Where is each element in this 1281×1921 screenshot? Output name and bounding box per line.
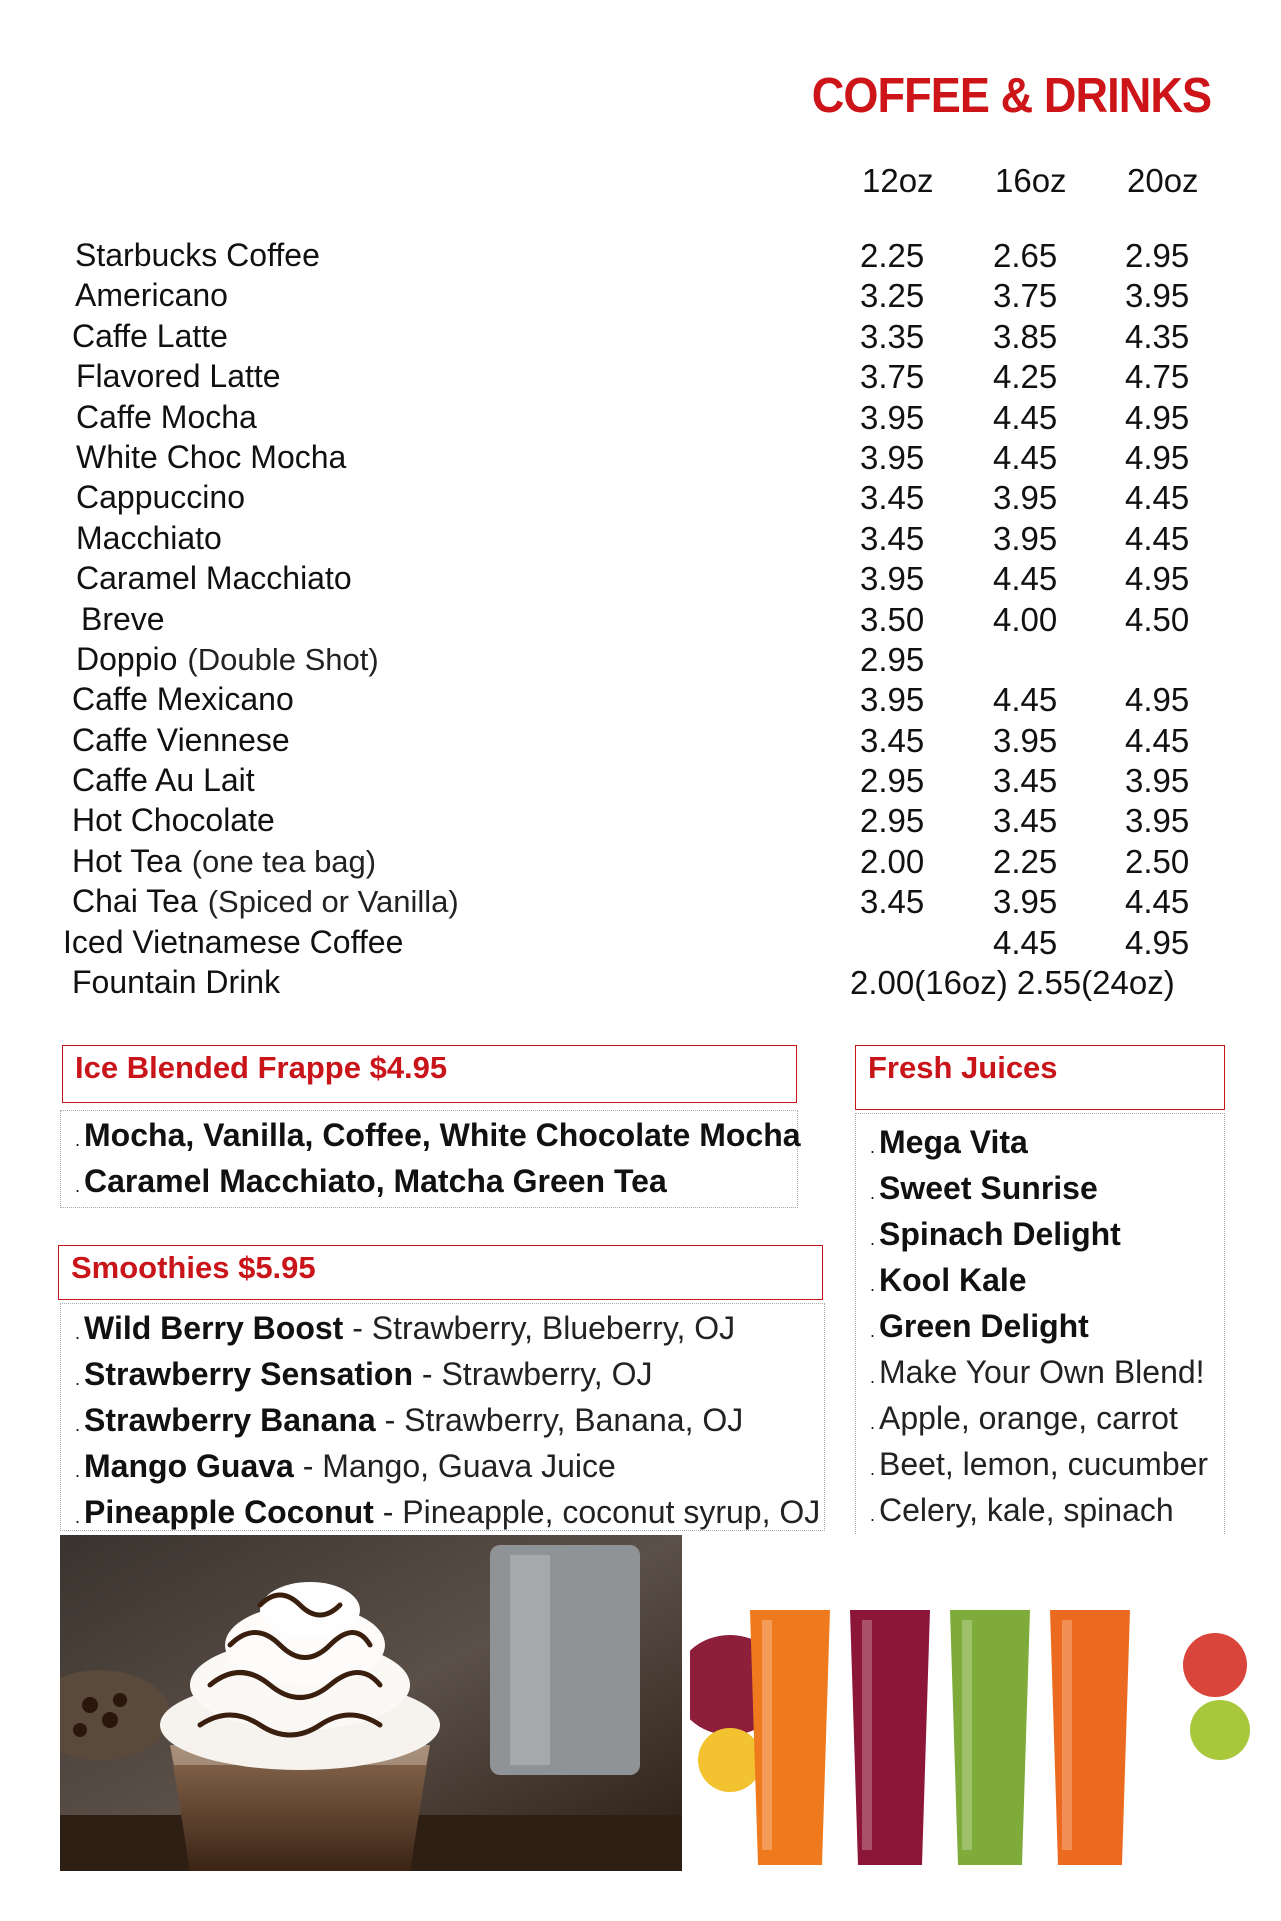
price-p16: 4.45 — [993, 438, 1058, 476]
drink-note: (Double Shot) — [187, 641, 379, 677]
size-header — [0, 162, 1281, 202]
price-p16: 4.45 — [993, 560, 1058, 598]
drink-name: Cappuccino — [76, 479, 245, 516]
price-p16: 3.95 — [993, 721, 1058, 759]
price-p20: 4.50 — [1125, 600, 1190, 638]
table-row — [0, 964, 1281, 1004]
drink-name: Breve — [81, 600, 165, 637]
price-p20: 4.35 — [1125, 317, 1190, 355]
price-p12: 3.45 — [860, 721, 925, 759]
drink-name: Caffe Viennese — [72, 721, 290, 758]
drink-name: Caffe Au Lait — [72, 762, 255, 799]
drink-name: Hot Tea (one tea bag) — [72, 842, 377, 879]
price-p20: 3.95 — [1125, 762, 1190, 800]
price-p20: 4.45 — [1125, 519, 1190, 557]
list-item: . Apple, orange, carrot — [870, 1400, 1178, 1436]
list-item: . Mango Guava - Mango, Guava Juice — [75, 1448, 616, 1484]
list-item: . Strawberry Banana - Strawberry, Banana, OJ — [75, 1402, 744, 1438]
drink-name: Flavored Latte — [76, 358, 281, 395]
table-row — [0, 318, 1281, 358]
table-row — [0, 924, 1281, 964]
drink-name: White Choc Mocha — [76, 438, 347, 475]
frappe-list — [60, 1110, 801, 1208]
price-p12: 3.45 — [860, 883, 925, 921]
drink-name: Caffe Mexicano — [72, 681, 294, 718]
price-p20: 4.45 — [1125, 883, 1190, 921]
drink-note: (one tea bag) — [191, 843, 377, 879]
price-p16: 4.45 — [993, 923, 1058, 961]
price-p12: 3.95 — [860, 398, 925, 436]
frappe-photo — [60, 1535, 682, 1871]
drink-name: Iced Vietnamese Coffee — [63, 923, 404, 960]
drink-name: Starbucks Coffee — [75, 237, 320, 273]
drink-name: Macchiato — [76, 519, 222, 556]
table-row — [0, 560, 1281, 600]
list-item: . Beet, lemon, cucumber — [870, 1446, 1209, 1482]
drink-price-list — [0, 237, 1281, 1004]
price-p12: 2.95 — [860, 640, 925, 678]
price-p16: 2.65 — [993, 237, 1058, 274]
price-p16: 2.25 — [993, 842, 1058, 880]
price-p12: 3.25 — [860, 277, 925, 315]
price-p16: 4.45 — [993, 681, 1058, 719]
price-p20: 4.95 — [1125, 398, 1190, 436]
list-item: . Strawberry Sensation - Strawberry, OJ — [75, 1356, 653, 1392]
price-p20: 4.75 — [1125, 358, 1190, 396]
price-p12: 3.95 — [860, 681, 925, 719]
page-title: COFFEE & DRINKS — [811, 69, 1211, 123]
juices-heading: Fresh Juices — [855, 1045, 1225, 1110]
smoothies-list — [60, 1303, 825, 1531]
drink-name: Caramel Macchiato — [76, 560, 352, 597]
smoothies-heading: Smoothies $5.95 — [58, 1245, 823, 1300]
table-row — [0, 641, 1281, 681]
price-p12: 2.25 — [860, 237, 925, 274]
price-p12: 2.95 — [860, 762, 925, 800]
drink-name: Doppio (Double Shot) — [76, 640, 379, 677]
price-p20: 4.45 — [1125, 721, 1190, 759]
price-p12: 3.95 — [860, 560, 925, 598]
drink-name: Fountain Drink — [72, 964, 281, 1001]
drink-name: Americano — [75, 277, 228, 314]
price-p20: 3.95 — [1125, 802, 1190, 840]
price-p20: 4.95 — [1125, 560, 1190, 598]
price-p12: 3.45 — [860, 519, 925, 557]
price-p16: 3.45 — [993, 762, 1058, 800]
juices-list — [855, 1113, 1225, 1538]
table-row — [0, 358, 1281, 398]
price-p12: 3.45 — [860, 479, 925, 517]
price-p16: 3.95 — [993, 883, 1058, 921]
size-12oz: 12oz — [862, 162, 934, 199]
table-row — [0, 762, 1281, 802]
table-row — [0, 520, 1281, 560]
list-item: . Sweet Sunrise — [870, 1170, 1098, 1206]
drink-name: Hot Chocolate — [72, 802, 275, 839]
table-row — [0, 883, 1281, 923]
table-row — [0, 439, 1281, 479]
price-p12: 2.95 — [860, 802, 925, 840]
table-row — [0, 399, 1281, 439]
price-p16: 3.75 — [993, 277, 1058, 315]
juices-photo — [690, 1535, 1250, 1871]
size-20oz: 20oz — [1127, 162, 1199, 199]
size-16oz: 16oz — [995, 162, 1067, 199]
price-p12: 3.50 — [860, 600, 925, 638]
price-p12: 2.00 — [860, 842, 925, 880]
list-item: . Celery, kale, spinach — [870, 1492, 1174, 1528]
fountain-prices: 2.00(16oz) 2.55(24oz) — [850, 964, 1175, 1002]
price-p20: 4.95 — [1125, 923, 1190, 961]
price-p16: 3.45 — [993, 802, 1058, 840]
price-p20: 2.95 — [1125, 237, 1190, 274]
price-p16: 3.95 — [993, 479, 1058, 517]
list-item: . Green Delight — [870, 1308, 1089, 1344]
list-item: . Spinach Delight — [870, 1216, 1121, 1252]
price-p20: 4.95 — [1125, 681, 1190, 719]
price-p20: 2.50 — [1125, 842, 1190, 880]
price-p16: 3.95 — [993, 519, 1058, 557]
price-p16: 4.00 — [993, 600, 1058, 638]
list-item: . Caramel Macchiato, Matcha Green Tea — [75, 1163, 667, 1199]
drink-name: Chai Tea (Spiced or Vanilla) — [72, 883, 459, 920]
table-row — [0, 277, 1281, 317]
list-item: . Pineapple Coconut - Pineapple, coconut syrup, OJ — [75, 1494, 821, 1530]
list-item: . Kool Kale — [870, 1262, 1027, 1298]
list-item: . Make Your Own Blend! — [870, 1354, 1205, 1390]
frappe-heading: Ice Blended Frappe $4.95 — [62, 1045, 797, 1103]
price-p20: 4.45 — [1125, 479, 1190, 517]
table-row — [0, 681, 1281, 721]
list-item: . Mocha, Vanilla, Coffee, White Chocolate Mocha — [75, 1117, 801, 1153]
table-row — [0, 479, 1281, 519]
price-p16: 4.45 — [993, 398, 1058, 436]
price-p20: 3.95 — [1125, 277, 1190, 315]
price-p16: 3.85 — [993, 317, 1058, 355]
drink-name: Caffe Latte — [72, 317, 228, 354]
table-row — [0, 722, 1281, 762]
price-p16: 4.25 — [993, 358, 1058, 396]
list-item: . Mega Vita — [870, 1124, 1028, 1160]
price-p20: 4.95 — [1125, 438, 1190, 476]
list-item: . Wild Berry Boost - Strawberry, Blueberry, OJ — [75, 1310, 736, 1346]
drink-name: Caffe Mocha — [76, 398, 257, 435]
price-p12: 3.95 — [860, 438, 925, 476]
table-row — [0, 843, 1281, 883]
table-row — [0, 601, 1281, 641]
table-row — [0, 237, 1281, 277]
drink-note: (Spiced or Vanilla) — [207, 884, 459, 920]
price-p12: 3.35 — [860, 317, 925, 355]
price-p12: 3.75 — [860, 358, 925, 396]
table-row — [0, 802, 1281, 842]
